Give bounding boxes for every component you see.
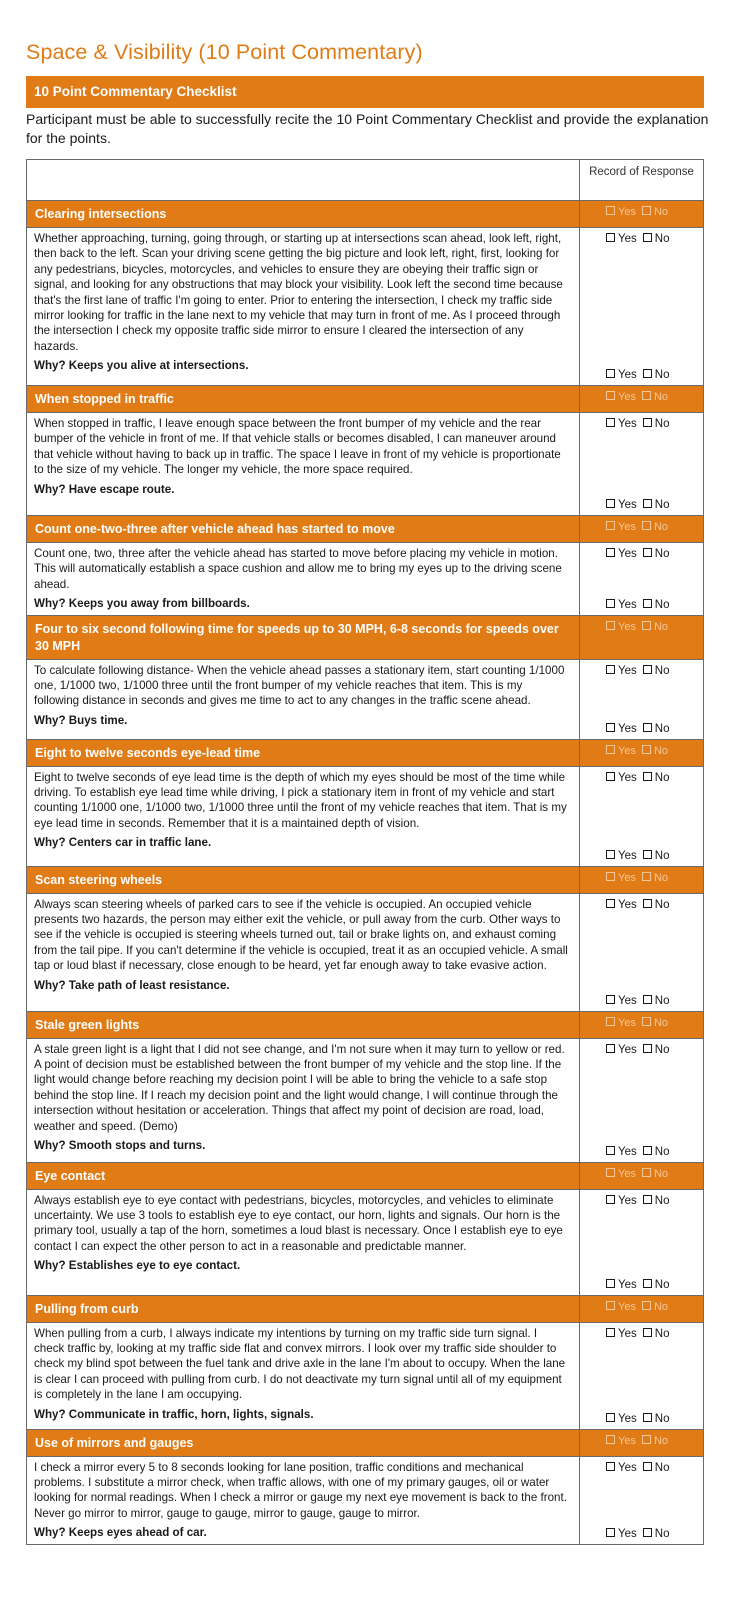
yes-checkbox[interactable]	[606, 1328, 615, 1337]
section-heading-row	[27, 1430, 703, 1457]
no-checkbox[interactable]	[642, 206, 651, 215]
yes-checkbox[interactable]	[606, 233, 615, 242]
yes-checkbox[interactable]	[606, 1413, 615, 1422]
yes-checkbox[interactable]	[606, 872, 615, 881]
section-body-row	[27, 660, 703, 740]
section-body-row	[27, 1457, 703, 1544]
response-column	[579, 894, 703, 1011]
section-heading: Pulling from curb	[35, 1301, 139, 1316]
yes-checkbox[interactable]	[606, 1017, 615, 1026]
yes-checkbox[interactable]	[606, 1195, 615, 1204]
no-label: No	[654, 849, 670, 862]
yes-checkbox[interactable]	[606, 1528, 615, 1537]
yes-label: Yes	[618, 1194, 637, 1207]
no-checkbox[interactable]	[643, 1413, 652, 1422]
response-column	[579, 767, 703, 866]
heading-response-options	[579, 1296, 703, 1322]
no-label: No	[654, 771, 670, 784]
yes-checkbox[interactable]	[606, 548, 615, 557]
yes-checkbox[interactable]	[606, 391, 615, 400]
response-options-top	[606, 233, 669, 245]
no-checkbox[interactable]	[643, 1328, 652, 1337]
yes-checkbox[interactable]	[606, 665, 615, 674]
section-heading: When stopped in traffic	[35, 392, 174, 406]
section-heading-row	[27, 1296, 703, 1323]
no-label: No	[653, 871, 669, 884]
response-options-bottom	[606, 850, 669, 862]
yes-checkbox[interactable]	[606, 499, 615, 508]
section-why: Why? Smooth stops and turns.	[34, 1139, 206, 1153]
section-why: Why? Take path of least resistance.	[34, 978, 230, 992]
response-options-top	[606, 1328, 669, 1340]
no-checkbox[interactable]	[643, 1462, 652, 1471]
no-label: No	[654, 598, 670, 611]
section-why: Why? Keeps you alive at intersections.	[34, 359, 249, 373]
no-checkbox[interactable]	[643, 1146, 652, 1155]
no-checkbox[interactable]	[642, 1301, 651, 1310]
no-label: No	[654, 994, 670, 1007]
yes-label: Yes	[618, 771, 637, 784]
no-label: No	[654, 233, 670, 245]
heading-response-options	[579, 516, 703, 542]
yes-checkbox[interactable]	[606, 772, 615, 781]
no-checkbox[interactable]	[642, 1168, 651, 1177]
section-heading-row	[27, 740, 703, 767]
yes-label: Yes	[618, 598, 637, 611]
yes-label: Yes	[618, 1412, 637, 1425]
heading-response-options	[579, 1430, 703, 1456]
yes-label: Yes	[618, 1278, 637, 1291]
yes-checkbox[interactable]	[606, 850, 615, 859]
section-why: Why? Have escape route.	[34, 482, 175, 496]
no-checkbox[interactable]	[642, 521, 651, 530]
heading-response-options	[579, 201, 703, 227]
section-description: A stale green light is a light that I did not see change, and I'm not sure when it may turn to yellow or red. A point of decision must be established between the front bumper of my vehicle and the stop line. If the light would change before reaching my decision point I will be able to bring the vehicle to a safe stop behind the stop line. If I reach my decision point and the light would change, I will continue through the intersection without hesitation or acceleration. Things that affect my point of decision are road, load, weather and speed. (Demo)	[34, 1042, 565, 1133]
yes-label: Yes	[618, 206, 636, 218]
section-description: Always establish eye to eye contact with pedestrians, bicycles, motorcycles, and vehicles to eliminate uncertainty. We use 3 tools to establish eye to eye contact, our horn, lights and signals. Our horn is the primary tool, usually a tap of the horn, sometimes a loud blast is necessary. Once I establish eye to eye contact I can expect the other person to act in a reasonable and predictable manner.	[34, 1193, 563, 1253]
no-label: No	[653, 521, 669, 533]
response-options-top	[606, 899, 669, 911]
no-checkbox[interactable]	[643, 369, 652, 378]
response-options-bottom	[606, 1146, 669, 1158]
yes-checkbox[interactable]	[606, 899, 615, 908]
no-checkbox[interactable]	[643, 899, 652, 908]
yes-label: Yes	[618, 664, 637, 677]
section-heading: Clearing intersections	[35, 207, 167, 221]
section-description: When stopped in traffic, I leave enough space between the front bumper of my vehicle and the rear bumper of the vehicle in front of me. If that vehicle stalls or becomes disabled, I can maneuver around that vehicle without having to back up in traffic. The space I leave in front of my vehicle is proportionate to the size of my vehicle. The longer my vehicle, the more space required.	[34, 417, 561, 477]
response-options-top	[606, 1462, 669, 1474]
no-checkbox[interactable]	[643, 599, 652, 608]
yes-label: Yes	[618, 548, 637, 560]
section-body-row	[27, 1323, 703, 1430]
no-label: No	[654, 898, 670, 911]
section-body-row	[27, 894, 703, 1012]
response-options-bottom	[606, 995, 669, 1007]
response-options-bottom	[606, 1528, 669, 1540]
yes-label: Yes	[618, 1300, 636, 1313]
no-label: No	[653, 391, 669, 403]
no-label: No	[654, 548, 670, 560]
no-label: No	[653, 1167, 669, 1180]
yes-label: Yes	[618, 1016, 636, 1029]
yes-label: Yes	[618, 994, 637, 1007]
yes-checkbox[interactable]	[606, 1044, 615, 1053]
yes-label: Yes	[618, 1434, 636, 1447]
yes-label: Yes	[618, 871, 636, 884]
yes-checkbox[interactable]	[606, 418, 615, 427]
no-checkbox[interactable]	[642, 391, 651, 400]
response-column	[579, 1039, 703, 1162]
no-label: No	[654, 1194, 670, 1207]
no-checkbox[interactable]	[642, 621, 651, 630]
no-label: No	[654, 1327, 670, 1340]
section-why: Why? Communicate in traffic, horn, lights, signals.	[34, 1407, 314, 1421]
no-checkbox[interactable]	[642, 872, 651, 881]
no-checkbox[interactable]	[643, 772, 652, 781]
section-description: To calculate following distance- When the vehicle ahead passes a stationary item, start counting 1/1000 one, 1/1000 two, 1/1000 three until the front bumper of my vehicle reaches that item. This is my following distance in seconds and gives me time to act to any changes in the traffic scene ahead.	[34, 663, 565, 708]
yes-checkbox[interactable]	[606, 1435, 615, 1444]
response-options-top	[606, 1195, 669, 1207]
no-label: No	[654, 1412, 670, 1425]
no-checkbox[interactable]	[643, 723, 652, 732]
checklist-banner: 10 Point Commentary Checklist	[26, 76, 704, 108]
section-description: Whether approaching, turning, going through, or starting up at intersections scan ahead, look left, right, then back to the left. Scan your driving scene getting the big picture and look left, right, first, looking for any pedestrians, bicycles, motorcycles, and vehicles to ensure they are obeying their traffic sign or signal, and looking for any obstructions that may block your visibility. Look left the second time because that's the first lane of traffic I'm going to enter. Prior to entering the intersection, I check my traffic side mirror looking for traffic in the lane next to my vehicle that may turn in front of me. As I proceed through the intersection I check my opposite traffic side mirror to ensure I cleared the intersection of any hazards.	[34, 232, 563, 353]
no-checkbox[interactable]	[643, 1044, 652, 1053]
yes-label: Yes	[618, 1145, 637, 1158]
no-checkbox[interactable]	[642, 1435, 651, 1444]
section-description: Count one, two, three after the vehicle ahead has started to move before placing my vehicle in motion. This will automatically establish a space cushion and allow me to bring my eyes up to the driving scene ahead.	[34, 547, 562, 591]
section-heading: Use of mirrors and gauges	[35, 1435, 194, 1450]
response-column	[579, 660, 703, 739]
no-checkbox[interactable]	[643, 499, 652, 508]
response-options-top	[606, 418, 669, 430]
page-title: Space & Visibility (10 Point Commentary)	[26, 40, 423, 64]
response-column	[579, 1457, 703, 1544]
response-column	[579, 1323, 703, 1429]
heading-response-options	[579, 386, 703, 412]
section-heading-row	[27, 201, 703, 228]
no-checkbox[interactable]	[643, 850, 652, 859]
section-description: Always scan steering wheels of parked cars to see if the vehicle is occupied. An occupied vehicle presents two hazards, the person may either exit the vehicle, or pull away from the curb. Other ways to see if the vehicle is occupied is steering wheels turned out, tail or brake lights on, and exhaust coming from the tail pipe. If you can't determine if the vehicle is occupied, treat it as an occupied vehicle. A small tap or loud blast if necessary, close enough to be heard, yet far enough away to take evasive action.	[34, 897, 568, 973]
no-label: No	[653, 1300, 669, 1313]
yes-checkbox[interactable]	[606, 599, 615, 608]
yes-label: Yes	[618, 620, 636, 633]
no-label: No	[654, 369, 670, 381]
section-description: Eight to twelve seconds of eye lead time is the depth of which my eyes should be most of the time while driving. To establish eye lead time while driving, I pick a stationary item in front of my vehicle and start counting 1/1000 one, 1/1000 two, 1/1000 three until the front of my vehicle reaches that item. That is my eye lead time in seconds. Remember that it is a maintained depth of vision.	[34, 770, 567, 830]
yes-label: Yes	[618, 499, 637, 511]
yes-checkbox[interactable]	[606, 745, 615, 754]
section-heading: Scan steering wheels	[35, 872, 163, 887]
section-heading: Eye contact	[35, 1168, 106, 1183]
response-options-top	[606, 548, 669, 560]
section-heading-row	[27, 616, 703, 660]
no-label: No	[654, 1145, 670, 1158]
response-options-bottom	[606, 369, 669, 381]
no-label: No	[653, 620, 669, 633]
section-description: When pulling from a curb, I always indicate my intentions by turning on my traffic side turn signal. I check traffic by, looking at my traffic side flat and convex mirrors. I look over my traffic side shoulder to check my blind spot between the fuel tank and drive axle in the lane I'm about to occupy. When the lane is clear I can proceed with pulling from curb. I do not deactivate my turn signal until all of my equipment is completely in the lane I am occupying.	[34, 1326, 566, 1402]
heading-response-options	[579, 867, 703, 893]
yes-label: Yes	[618, 744, 636, 757]
heading-response-options	[579, 1163, 703, 1189]
yes-label: Yes	[618, 369, 637, 381]
intro-text: Participant must be able to successfully recite the 10 Point Commentary Checklist and provide the explanation for the points.	[26, 111, 709, 146]
no-checkbox[interactable]	[643, 1528, 652, 1537]
no-label: No	[653, 206, 669, 218]
section-body-row	[27, 1190, 703, 1296]
response-options-top	[606, 1044, 669, 1056]
yes-checkbox[interactable]	[606, 369, 615, 378]
yes-label: Yes	[618, 1167, 636, 1180]
section-why: Why? Establishes eye to eye contact.	[34, 1259, 241, 1273]
response-options-top	[606, 772, 669, 784]
section-description: I check a mirror every 5 to 8 seconds looking for lane position, traffic conditions and mechanical problems. I substitute a mirror check, when traffic allows, with one of my primary gauges, oil or water looking for normal readings. When I check a mirror or gauge my next eye movement is back to the front. Never go mirror to mirror, gauge to gauge, mirror to gauge, gauge to mirror.	[34, 1460, 567, 1520]
section-body-row	[27, 1039, 703, 1163]
checklist-table	[26, 159, 704, 1545]
heading-response-options	[579, 616, 703, 659]
section-why: Why? Keeps eyes ahead of car.	[34, 1526, 207, 1540]
record-of-response-header: Record of Response	[579, 160, 703, 200]
heading-response-options	[579, 1012, 703, 1038]
yes-checkbox[interactable]	[606, 1146, 615, 1155]
yes-checkbox[interactable]	[606, 1462, 615, 1471]
section-why: Why? Keeps you away from billboards.	[34, 597, 250, 611]
yes-label: Yes	[618, 849, 637, 862]
table-header-row	[27, 160, 703, 201]
yes-label: Yes	[618, 722, 637, 735]
response-column	[579, 543, 703, 615]
response-options-bottom	[606, 1413, 669, 1425]
no-checkbox[interactable]	[643, 665, 652, 674]
response-options-top	[606, 665, 669, 677]
response-column	[579, 228, 703, 385]
response-options-bottom	[606, 1279, 669, 1291]
no-label: No	[654, 1278, 670, 1291]
yes-label: Yes	[618, 521, 636, 533]
section-body-row	[27, 767, 703, 867]
section-heading-row	[27, 1163, 703, 1190]
section-heading: Eight to twelve seconds eye-lead time	[35, 745, 261, 760]
yes-label: Yes	[618, 1461, 637, 1474]
no-label: No	[653, 744, 669, 757]
yes-label: Yes	[618, 1043, 637, 1056]
checklist-sections	[27, 201, 703, 1544]
no-checkbox[interactable]	[642, 1017, 651, 1026]
no-checkbox[interactable]	[642, 745, 651, 754]
section-why: Why? Buys time.	[34, 713, 128, 727]
yes-label: Yes	[618, 391, 636, 403]
yes-label: Yes	[618, 1527, 637, 1540]
section-heading: Four to six second following time for speeds up to 30 MPH, 6-8 seconds for speeds over 30 MPH	[35, 621, 559, 653]
yes-checkbox[interactable]	[606, 723, 615, 732]
section-heading-row	[27, 516, 703, 543]
response-options-bottom	[606, 723, 669, 735]
yes-checkbox[interactable]	[606, 521, 615, 530]
response-column	[579, 413, 703, 515]
section-why: Why? Centers car in traffic lane.	[34, 836, 212, 850]
response-options-bottom	[606, 499, 669, 511]
yes-label: Yes	[618, 898, 637, 911]
yes-checkbox[interactable]	[606, 1301, 615, 1310]
no-checkbox[interactable]	[643, 418, 652, 427]
section-heading-row	[27, 867, 703, 894]
no-label: No	[653, 1434, 669, 1447]
no-label: No	[654, 1043, 670, 1056]
no-checkbox[interactable]	[643, 548, 652, 557]
yes-label: Yes	[618, 233, 637, 245]
section-body-row	[27, 413, 703, 516]
no-label: No	[654, 418, 670, 430]
no-label: No	[654, 664, 670, 677]
no-label: No	[654, 499, 670, 511]
yes-label: Yes	[618, 418, 637, 430]
section-heading: Stale green lights	[35, 1017, 140, 1032]
yes-checkbox[interactable]	[606, 1279, 615, 1288]
response-column	[579, 1190, 703, 1295]
yes-checkbox[interactable]	[606, 206, 615, 215]
section-heading-row	[27, 386, 703, 413]
section-heading: Count one-two-three after vehicle ahead has started to move	[35, 522, 395, 536]
no-checkbox[interactable]	[643, 995, 652, 1004]
no-checkbox[interactable]	[643, 233, 652, 242]
section-body-row	[27, 228, 703, 386]
heading-response-options	[579, 740, 703, 766]
no-checkbox[interactable]	[643, 1195, 652, 1204]
section-body-row	[27, 543, 703, 616]
yes-checkbox[interactable]	[606, 1168, 615, 1177]
yes-checkbox[interactable]	[606, 621, 615, 630]
no-label: No	[653, 1016, 669, 1029]
yes-checkbox[interactable]	[606, 995, 615, 1004]
yes-label: Yes	[618, 1327, 637, 1340]
no-label: No	[654, 722, 670, 735]
no-label: No	[654, 1461, 670, 1474]
section-heading-row	[27, 1012, 703, 1039]
no-label: No	[654, 1527, 670, 1540]
no-checkbox[interactable]	[643, 1279, 652, 1288]
response-options-bottom	[606, 599, 669, 611]
